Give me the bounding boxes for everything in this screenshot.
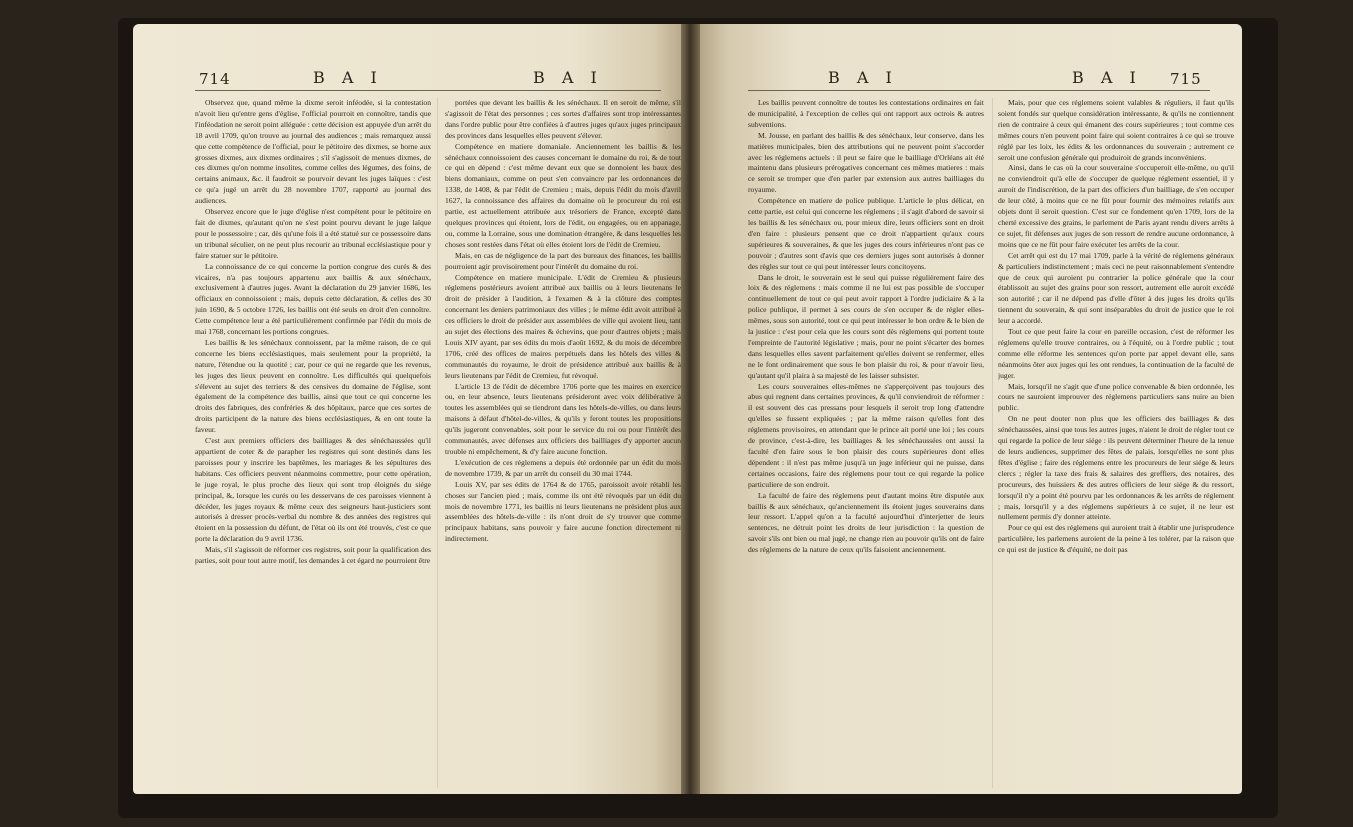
running-header-right: B A I (533, 68, 603, 87)
paragraph: portées que devant les baillis & les sénéchaux. Il en seroit de même, s'il s'agissoit de l'état des personnes ; ces sortes d'affaires sont trop intéressantes dans l'ordre public pour être confiées à d'autres juges qu'aux juges principaux des provinces dans lesquelles elles peuvent s'élever. (445, 98, 681, 140)
paragraph: L'exécution de ces réglemens a depuis été ordonnée par un édit du mois de novembre 1739, & par un arrêt du conseil du 30 mai 1744. (445, 457, 681, 478)
paragraph: La connoissance de ce qui concerne la portion congrue des curés & des vicaires, n'a pas toujours appartenu aux baillis & aux sénéchaux, exclusivement à d'autres juges. Avant la déclaration du 29 janvier 1686, les officiaux en connoissoient ; mais, depuis cette déclaration, & celles des 30 juin 1690, & 5 octobre 1726, les baillis ont été seuls en droit d'en connoître. Cette compétence leur a été particuliérement confirmée par l'édit du mois de mai 1768, concernant les portions congrues. (195, 261, 431, 337)
paragraph: Cet arrêt qui est du 17 mai 1709, parle à la vérité de réglemens généraux & particuliers indistinctement ; mais ceci ne peut raisonnablement s'entendre que de ceux qui auroient pu contrarier la police générale que la cour établissoit au sujet des grains pour son ressort, autrement elle auroit excédé son autorité ; car il ne dépend pas d'elle d'ôter à des juges les droits qu'ils tiennent du souverain, & qui sont inséparables du droit de justice que le roi leur a accordé. (998, 250, 1234, 326)
header-rule (195, 90, 661, 91)
text-column-1 (748, 98, 984, 788)
paragraph: M. Jousse, en parlant des baillis & des sénéchaux, leur conserve, dans les matières municipales, bien des attributions qui ne peuvent point s'accorder avec les réglemens actuels : il peut se faire que le bailliage d'Orléans ait été maintenu dans plusieurs prérogatives concernant ces mêmes matieres : mais ce seroit se tromper que d'en parler par extension aux autres bailliages du royaume. (748, 130, 984, 195)
paragraph: Mais, en cas de négligence de la part des bureaux des finances, les baillis pourroient agir provisoirement pour l'intérêt du domaine du roi. (445, 250, 681, 271)
text-column-2 (445, 98, 681, 788)
paragraph: Dans le droit, le souverain est le seul qui puisse régulièrement faire des loix & des réglemens : mais comme il ne lui est pas possible de s'occuper continuellement de tout ce qui peut avoir rapport à l'ordre judiciaire & à la police publique, il permet à ses cours de s'en occuper & de régler elles-mêmes, sous son autorité, tout ce qui peut intéresser le bon ordre & le bien de la justice : c'est pour cela que les cours sont dès réglemens qui portent toute l'empreinte de l'autorité législative ; mais, pour ne point s'écarter des bornes dans lesquelles elles savent parfaitement qu'elles doivent se renfermer, elles ne le font ordinairement que sous le bon plaisir du roi, & pour n'avoir lieu, qu'autant qu'il plaira à sa majesté de les laisser subsister. (748, 272, 984, 380)
running-header-left: B A I (828, 68, 898, 87)
paragraph: Compétence en matiere de police publique. L'article le plus délicat, en cette partie, est celui qui concerne les réglemens ; il s'agit d'abord de savoir si les baillis & les sénéchaux ou, pour mieux dire, leurs officiers sont en droit d'en faire : plusieurs pensent que ce droit n'appartient qu'aux cours supérieures & souveraines, & que les juges des cours inférieures n'ont pas ce pouvoir ; d'autres sont d'avis que ces derniers juges sont autorisés à donner des règles sur tout ce qui peut intéresser leurs concitoyens. (748, 196, 984, 271)
column-divider (437, 98, 438, 788)
page-number-right: 715 (1170, 70, 1202, 88)
paragraph: Ainsi, dans le cas où la cour souveraine s'occuperoit elle-même, ou qu'il ne conviendroit qu'à elle de s'occuper de quelque réglement essentiel, il y auroit de l'indiscrétion, de la part des officiers d'un bailliage, de s'en occuper de leur côté, à moins que ce ne fût pour fournir des mémoires relatifs aux objets dont il seroit question. C'est sur ce fondement qu'en 1709, lors de la cherté excessive des grains, le parlement de Paris ayant rendu divers arrêts à ce sujet, fit défenses aux juges de son ressort de rendre aucune ordonnance, à moins que ce ne fût pour faire exécuter les arrêts de la cour. (998, 163, 1234, 249)
running-header-right: B A I (1072, 68, 1142, 87)
header-rule (748, 90, 1210, 91)
paragraph: Compétence en matiere domaniale. Anciennement les baillis & les sénéchaux connoissoient des causes concernant le domaine du roi, & de tout ce qui en dépend : c'est même devant eux que se donnoient les baux des biens domaniaux, comme on peut s'en convaincre par les ordonnances de 1338, de 1408, & par l'édit de Cremieu ; mais, depuis l'édit du mois d'avril 1627, la connoissance des affaires du domaine où le procureur du roi est partie, est actuellement attribuée aux trésoriers de France, excepté dans quelques provinces qui étoient, lors de l'édit, ou engagées, ou en appanage, ou, comme la Lorraine, sous une domination étrangère, & dans lesquelles les choses sont restées dans l'état où elles étoient lors de l'édit de Cremieu. (445, 141, 681, 249)
page-number-left: 714 (199, 70, 231, 88)
paragraph: Pour ce qui est des réglemens qui auroient trait à établir une jurisprudence particulière, les parlemens auroient de la peine à les tolérer, par la raison que ce qui est de justice & d'équité, ne doit pas (998, 523, 1234, 555)
paragraph: Tout ce que peut faire la cour en pareille occasion, c'est de réformer les réglemens qu'elle trouve contraires, ou à l'équité, ou à l'ordre public ; tout comme elle réforme les sentences qu'on porte par appel devant elle, sans néanmoins ôter aux juges qui les ont rendues, la continuation de la faculté de juger. (998, 327, 1234, 380)
paragraph: Les cours souveraines elles-mêmes ne s'apperçoivent pas toujours des abus qui regnent dans certaines provinces, & qu'il conviendroit de réformer : il est souvent des cas pressans pour lesquels il seroit trop long d'attendre qu'elles se fussent expliquées ; par la même raison qu'elles font des réglemens provisoires, en attendant que le prince ait porté une loi ; les cours de province, c'est-à-dire, les bailliages & les sénéchaussées ont aussi la faculté d'en faire sous le bon plaisir des cours supérieures dont elles dépendent : il n'est pas même jusqu'à un juge inférieur qui ne puisse, dans certaines occasions, faire des réglemens pour tout ce qui regarde la police particuliere de son endroit. (748, 381, 984, 489)
paragraph: Louis XV, par ses édits de 1764 & de 1765, paroissoit avoir rétabli les choses sur l'ancien pied ; mais, comme ils ont été révoqués par un édit du mois de novembre 1771, les baillis ni leurs lieutenans ne président plus aux assemblées des hôtels-de-ville : ils n'ont droit de s'y trouver que comme principaux habitans, sans pouvoir y faire aucune fonction directement ni indirectement. (445, 479, 681, 544)
paragraph: On ne peut douter non plus que les officiers des bailliages & des sénéchaussées, ainsi que tous les autres juges, n'aient le droit de régler tout ce qui regarde la police de leur siége : ils peuvent déterminer l'heure de la tenue de leurs audiences, supprimer des fêtes de palais, lorsqu'elles ne sont plus fêtes d'église ; faire des réglemens entre les procureurs de leur siége & leurs clercs ; régler la taxe des frais & salaires des greffiers, des notaires, des procureurs, des huissiers & des autres officiers de leur siége & du ressort, lorsqu'il n'y a point été pourvu par les ordonnances & les arrêts de réglement ; mais, lorsqu'il y a des réglemens supérieurs à ce sujet, il ne leur est nullement permis d'y donner atteinte. (998, 414, 1234, 522)
paragraph: C'est aux premiers officiers des bailliages & des sénéchaussées qu'il appartient de coter & de parapher les registres qui sont destinés dans les paroisses pour y inscrire les baptêmes, les mariages & les sépultures des habitans. Ces officiers peuvent néanmoins commettre, pour cette opération, le juge royal, le plus proche des lieux qui sont trop éloignés du siége principal, &, lorsque les curés ou les desservans de ces paroisses viennent à décéder, les juges royaux & même ceux des seigneurs haut-justiciers sont autorisés à dresser procès-verbal du nombre & des années des registres qui étoient en la possession du défunt, de l'état où ils ont été trouvés, c'est ce que porte la déclaration du 9 avril 1736. (195, 436, 431, 544)
paragraph: Mais, s'il s'agissoit de réformer ces registres, soit pour la qualification des parties, soit pour tout autre motif, les demandes à cet égard ne pourroient être (195, 545, 431, 566)
column-divider (992, 98, 993, 788)
right-page (700, 24, 1242, 794)
paragraph: Compétence en matiere municipale. L'édit de Cremieu & plusieurs réglemens postérieurs avoient attribué aux baillis ou à leurs lieutenans le droit de présider à l'audition, à l'examen & à la clôture des comptes concernant les deniers patrimoniaux des villes ; le même édit avoit attribué à ces officiers le droit de présider aux assemblées de ville qui avoient lieu, tant au sujet des élections des maires & échevins, que pour d'autres objets ; mais Louis XIV ayant, par ses édits du mois d'août 1692, & du mois de décembre 1706, créé des offices de maires perpétuels dans les hôtels des villes & communautés du royaume, le droit de présidence attribué aux baillis & à leurs lieutenans par l'édit de Cremieu, fut révoqué. (445, 272, 681, 380)
paragraph: Mais, lorsqu'il ne s'agit que d'une police convenable & bien ordonnée, les cours ne sauroient improuver des réglemens particuliers sans nuire au bien public. (998, 381, 1234, 413)
left-page (133, 24, 681, 794)
paragraph: Observez que, quand même la dixme seroit inféodée, si la contestation n'avoit lieu qu'entre gens d'église, l'official pourroit en connoître, tandis que l'inféodation ne seroit point alléguée : cette décision est appuyée d'un arrêt du 18 avril 1709, qu'on trouve au journal des audiences ; mais remarquez aussi que cette compétence de l'official, pour le pétitoire des dixmes, se borne aux grosses dixmes, aux dixmes ordinaires ; s'il s'agissoit de menues dixmes, de ces dixmes qu'on nomme insolites, comme celles des légumes, des foins, de certains animaux, &c. il faudroit se pourvoir devant les juges laïques : c'est ce qu'a jugé un arrêt du 28 novembre 1707, rapporté au journal des audiences. (195, 98, 431, 206)
text-column-2 (998, 98, 1234, 788)
paragraph: Observez encore que le juge d'église n'est compétent pour le pétitoire en fait de dixmes, qu'autant qu'on ne s'est point pourvu devant le juge laïque pour le possessoire ; car, dès qu'une fois il a été statué sur ce possessoire dans un tribunal séculier, on ne peut plus recourir au tribunal ecclésiastique pour y faire statuer sur le pétitoire. (195, 207, 431, 260)
running-header-left: B A I (313, 68, 383, 87)
book-gutter (679, 24, 701, 794)
paragraph: Les baillis peuvent connoître de toutes les contestations ordinaires en fait de municipalité, à l'exception de celles qui ont rapport aux octrois & autres subventions. (748, 98, 984, 129)
paragraph: Mais, pour que ces réglemens soient valables & réguliers, il faut qu'ils soient fondés sur quelque considération intéressante, & qu'ils ne contiennent rien de contraire à ceux qui émanent des cours supérieures ; tout comme ces mêmes cours n'en peuvent point faire qui soient contraires à ce qui se trouve réglé par les loix, les édits & les ordonnances du souverain ; autrement ce seroit une confusion générale qui produiroit de grands inconvéniens. (998, 98, 1234, 162)
paragraph: L'article 13 de l'édit de décembre 1706 porte que les maires en exercice ou, en leur absence, leurs lieutenans présideront avec voix délibérative à toutes les assemblées qui se tiendront dans les hôtels-de-villes, ou dans leurs maisons à défaut d'hôtel-de-villes, & qu'ils y feront toutes les propositions qu'ils jugeront convenables, soit pour le service du roi ou pour l'intérêt des communautés, avec défenses aux officiers des bailliages d'y apporter aucun trouble ni empêchement, & d'y faire aucune fonction. (445, 381, 681, 456)
paragraph: Les baillis & les sénéchaux connoissent, par la même raison, de ce qui concerne les biens ecclésiastiques, mais seulement pour la propriété, la nature, l'étendue ou la quotité ; car, pour ce qui ne regarde que les revenus, les juges des lieux peuvent en connoître. Les difficultés qui quelquefois s'élevent au sujet des terriers & des censives du domaine de l'église, sont également de la compétence des baillis, ainsi que tout ce qui concerne les droits des fabriques, des confréries & des hôpitaux, parce que ces sortes de droits participent de la nature des biens ecclésiastiques, & en ont toute la faveur. (195, 337, 431, 435)
text-column-1 (195, 98, 431, 788)
paragraph: La faculté de faire des réglemens peut d'autant moins être disputée aux baillis & aux sénéchaux, qu'anciennement ils étoient juges souverains dans leur ressort. L'appel qu'on a la faculté aujourd'hui d'interjetter de leurs sentences, ne détruit point les droits de leur jurisdiction : la question de savoir s'ils ont bien ou mal jugé, ne change rien au pouvoir qu'ils ont de faire des réglemens de la nature de ceux qu'ils faisoient anciennement. (748, 490, 984, 555)
